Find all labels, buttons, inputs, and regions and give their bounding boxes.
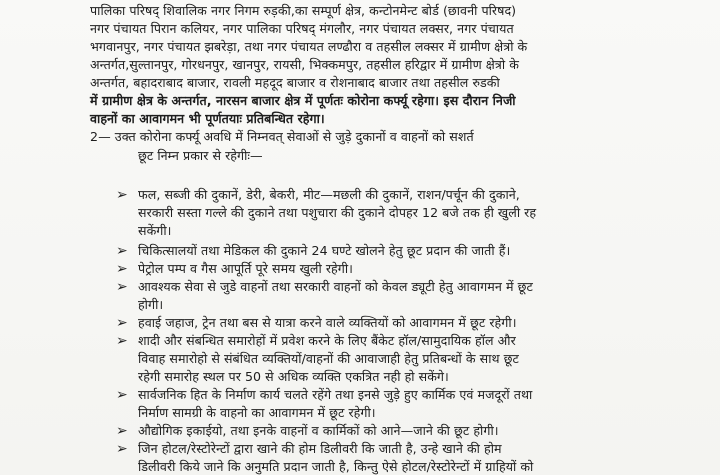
bullet-icon: ➢ (116, 423, 128, 439)
bullet-icon: ➢ (116, 279, 128, 295)
bullet-item-4-line-2: होगी। (138, 297, 164, 312)
paragraph2-line-1: छूट निम्न प्रकार से रहेगीः— (138, 148, 263, 163)
bullet-icon: ➢ (116, 315, 128, 331)
bullet-icon: ➢ (116, 387, 128, 403)
bullet-item-9-line-1: जिन होटल/रेस्टोरेन्टों द्वारा खाने की होम डिलीवरी कि जाती है, उन्हे खाने की होम (138, 441, 502, 456)
bullet-item-1-line-1: फल, सब्जी की दुकानें, डेरी, बेकरी, मीट—मछली की दुकानें, राशन/पर्चून की दुकाने, (138, 187, 520, 202)
paragraph-line-5: अन्तर्गत, बहादराबाद बाजार, रावली महदूद बाजार व रोशनाबाद बाजार तथा तहसील रुडकी (90, 75, 500, 90)
bullet-item-7-line-2: निर्माण सामग्री के वाहनो का आवागमन में छूट रहेगी। (138, 405, 376, 420)
bullet-item-6-line-3: रहेगी समारोह स्थल पर 50 से अधिक व्यक्ति एकत्रित नही हो सकेंगे। (138, 369, 449, 384)
bullet-icon: ➢ (116, 333, 128, 349)
bullet-icon: ➢ (116, 243, 128, 259)
bullet-item-9-line-2: डिलीवरी किये जाने कि अनुमति प्रदान जाती है, किन्तु ऐसे होटल/रेस्टोरेन्टों में ग्राहियों को (138, 459, 534, 474)
bullet-item-8: औद्योगिक इकाईयो, तथा इनके वाहनों व कार्मिकों को आने—जाने की छूट होगी। (138, 423, 499, 438)
paragraph-line-1: पालिका परिषद् शिवालिक नगर निगम रुड़की,का सम्पूर्ण क्षेत्र, कन्टोनमेन्ट बोर्ड (छावनी परिषद) (90, 3, 517, 18)
bullet-icon: ➢ (116, 187, 128, 203)
paragraph-line-7: वाहनों का आवागमन भी पूर्णतयाः प्रतिबन्धित रहेगा। (90, 111, 325, 126)
bullet-item-1-line-2: सरकारी सस्ता गल्ले की दुकाने तथा पशुचारा की दुकाने दोपहर 12 बजे तक ही खुली रह (138, 205, 537, 220)
paragraph-line-8: 2— उक्त कोरोना कर्फ्यू अवधि में निम्नवत् सेवाओं से जुड़े दुकानों व वाहनों को सशर्त (90, 129, 474, 144)
bullet-item-5: हवाई जहाज, ट्रेन तथा बस से यात्रा करने वाले व्यक्तियों को आवागमन में छूट रहेगी। (138, 315, 517, 330)
paragraph-line-2: नगर पंचायत पिरान कलियर, नगर पालिका परिषद् मंगलौर, नगर पंचायत लक्सर, नगर पंचायत (90, 21, 514, 36)
paragraph-line-6: में ग्रामीण क्षेत्र के अन्तर्गत, नारसन बाजार क्षेत्र में पूर्णतः कोरोना कर्फ्यू रहेगा। इस दौरान निजी (90, 93, 516, 108)
bullet-item-4-line-1: आवश्यक सेवा से जुडे वाहनों तथा सरकारी वाहनों को केवल ड्यूटी हेतु आवागमन में छूट (138, 279, 533, 294)
bullet-item-3: पेट्रोल पम्प व गैस आपूर्ति पूरे समय खुली रहेगी। (138, 261, 353, 276)
paragraph-line-3: भगवानपुर, नगर पंचायत झबरेड़ा, तथा नगर पंचायत लण्ढौरा व तहसील लक्सर में ग्रामीण क्षेत्रो के (90, 39, 528, 54)
bullet-item-7-line-1: सार्वजनिक हित के निर्माण कार्य चलते रहेंगे तथा इनसे जुड़े हुए कार्मिक एवं मजदूरों तथा (138, 387, 533, 402)
bullet-item-6-line-1: शादी और संबन्धित समारोहों में प्रवेश करने के लिए बैंकेट हॉल/सामुदायिक हॉल और (138, 333, 516, 348)
bullet-icon: ➢ (116, 441, 128, 457)
bullet-item-6-line-2: विवाह समारोहो से संबंधित व्यक्तियों/वाहनों की आवाजाही हेतु प्रतिबन्धों के साथ छूट (138, 351, 519, 366)
bullet-item-2: चिकित्सालयों तथा मेडिकल की दुकाने 24 घण्टे खोलने हेतु छूट प्रदान की जाती हैं। (138, 243, 511, 258)
bullet-item-1-line-3: सकेंगी। (138, 223, 172, 238)
bullet-icon: ➢ (116, 261, 128, 277)
paragraph-line-4: अन्तर्गत,सुल्तानपुर, गोरधनपुर, खानपुर, रायसी, भिक्कमपुर, तहसील हरिद्वार में ग्रामीण क्षेत्रो के (90, 57, 519, 72)
